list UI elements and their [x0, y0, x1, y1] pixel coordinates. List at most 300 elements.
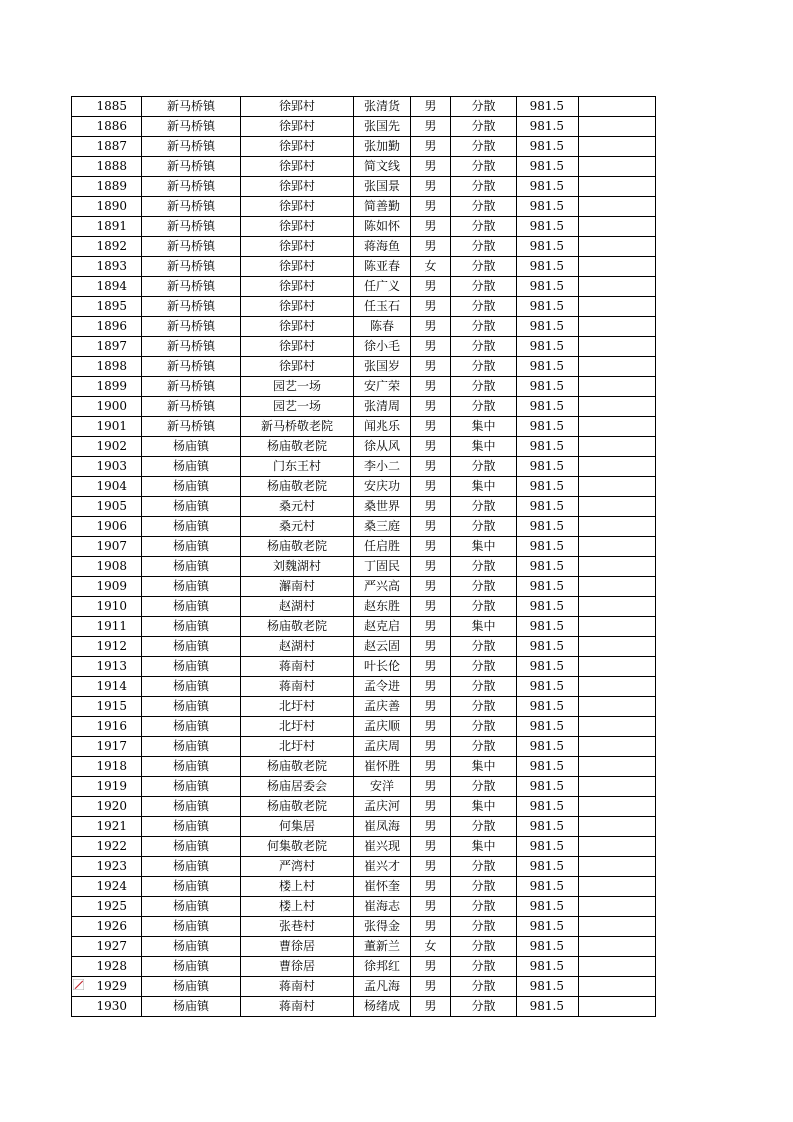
village-cell[interactable]: [241, 597, 354, 617]
village-cell[interactable]: [241, 497, 354, 517]
village-cell[interactable]: [241, 577, 354, 597]
town-cell[interactable]: [142, 717, 241, 737]
support-type-cell[interactable]: [451, 237, 517, 257]
comment-flag-icon[interactable]: [73, 979, 84, 990]
town-cell[interactable]: [142, 437, 241, 457]
village-cell[interactable]: [241, 337, 354, 357]
remarks-cell[interactable]: [579, 877, 656, 897]
row-number-cell[interactable]: [72, 297, 142, 317]
village-cell[interactable]: [241, 797, 354, 817]
row-number-cell[interactable]: [72, 557, 142, 577]
amount-cell[interactable]: [517, 477, 579, 497]
town-cell[interactable]: [142, 917, 241, 937]
person-name-cell[interactable]: [354, 537, 411, 557]
row-number-cell[interactable]: [72, 397, 142, 417]
support-type-cell[interactable]: [451, 97, 517, 117]
support-type-cell[interactable]: [451, 597, 517, 617]
amount-cell[interactable]: [517, 437, 579, 457]
village-cell[interactable]: [241, 257, 354, 277]
town-cell[interactable]: [142, 817, 241, 837]
row-number-cell[interactable]: [72, 897, 142, 917]
row-number-cell[interactable]: [72, 757, 142, 777]
village-cell[interactable]: [241, 737, 354, 757]
remarks-cell[interactable]: [579, 777, 656, 797]
row-number-cell[interactable]: [72, 857, 142, 877]
person-name-cell[interactable]: [354, 617, 411, 637]
support-type-cell[interactable]: [451, 717, 517, 737]
gender-cell[interactable]: [411, 177, 451, 197]
row-number-cell[interactable]: [72, 457, 142, 477]
gender-cell[interactable]: [411, 377, 451, 397]
town-cell[interactable]: [142, 97, 241, 117]
amount-cell[interactable]: [517, 237, 579, 257]
row-number-cell[interactable]: [72, 97, 142, 117]
person-name-cell[interactable]: [354, 277, 411, 297]
town-cell[interactable]: [142, 617, 241, 637]
row-number-cell[interactable]: [72, 277, 142, 297]
remarks-cell[interactable]: [579, 377, 656, 397]
amount-cell[interactable]: [517, 837, 579, 857]
town-cell[interactable]: [142, 397, 241, 417]
row-number-cell[interactable]: [72, 997, 142, 1017]
gender-cell[interactable]: [411, 697, 451, 717]
amount-cell[interactable]: [517, 657, 579, 677]
town-cell[interactable]: [142, 197, 241, 217]
gender-cell[interactable]: [411, 977, 451, 997]
remarks-cell[interactable]: [579, 277, 656, 297]
row-number-cell[interactable]: [72, 797, 142, 817]
gender-cell[interactable]: [411, 237, 451, 257]
amount-cell[interactable]: [517, 557, 579, 577]
town-cell[interactable]: [142, 317, 241, 337]
gender-cell[interactable]: [411, 877, 451, 897]
remarks-cell[interactable]: [579, 917, 656, 937]
support-type-cell[interactable]: [451, 777, 517, 797]
remarks-cell[interactable]: [579, 577, 656, 597]
person-name-cell[interactable]: [354, 877, 411, 897]
village-cell[interactable]: [241, 837, 354, 857]
remarks-cell[interactable]: [579, 357, 656, 377]
person-name-cell[interactable]: [354, 397, 411, 417]
remarks-cell[interactable]: [579, 97, 656, 117]
gender-cell[interactable]: [411, 397, 451, 417]
row-number-cell[interactable]: [72, 537, 142, 557]
row-number-cell[interactable]: [72, 697, 142, 717]
amount-cell[interactable]: [517, 877, 579, 897]
town-cell[interactable]: [142, 877, 241, 897]
person-name-cell[interactable]: [354, 717, 411, 737]
support-type-cell[interactable]: [451, 137, 517, 157]
person-name-cell[interactable]: [354, 857, 411, 877]
gender-cell[interactable]: [411, 997, 451, 1017]
support-type-cell[interactable]: [451, 737, 517, 757]
person-name-cell[interactable]: [354, 317, 411, 337]
person-name-cell[interactable]: [354, 777, 411, 797]
town-cell[interactable]: [142, 277, 241, 297]
support-type-cell[interactable]: [451, 957, 517, 977]
gender-cell[interactable]: [411, 597, 451, 617]
row-number-cell[interactable]: [72, 577, 142, 597]
amount-cell[interactable]: [517, 757, 579, 777]
remarks-cell[interactable]: [579, 237, 656, 257]
remarks-cell[interactable]: [579, 897, 656, 917]
gender-cell[interactable]: [411, 197, 451, 217]
village-cell[interactable]: [241, 397, 354, 417]
remarks-cell[interactable]: [579, 257, 656, 277]
row-number-cell[interactable]: [72, 637, 142, 657]
village-cell[interactable]: [241, 617, 354, 637]
row-number-cell[interactable]: [72, 717, 142, 737]
person-name-cell[interactable]: [354, 937, 411, 957]
amount-cell[interactable]: [517, 977, 579, 997]
gender-cell[interactable]: [411, 857, 451, 877]
support-type-cell[interactable]: [451, 817, 517, 837]
gender-cell[interactable]: [411, 137, 451, 157]
gender-cell[interactable]: [411, 637, 451, 657]
person-name-cell[interactable]: [354, 697, 411, 717]
person-name-cell[interactable]: [354, 597, 411, 617]
person-name-cell[interactable]: [354, 577, 411, 597]
remarks-cell[interactable]: [579, 637, 656, 657]
support-type-cell[interactable]: [451, 757, 517, 777]
village-cell[interactable]: [241, 777, 354, 797]
village-cell[interactable]: [241, 817, 354, 837]
village-cell[interactable]: [241, 977, 354, 997]
town-cell[interactable]: [142, 457, 241, 477]
row-number-cell[interactable]: [72, 677, 142, 697]
person-name-cell[interactable]: [354, 957, 411, 977]
row-number-cell[interactable]: [72, 317, 142, 337]
amount-cell[interactable]: [517, 157, 579, 177]
row-number-cell[interactable]: [72, 377, 142, 397]
town-cell[interactable]: [142, 837, 241, 857]
amount-cell[interactable]: [517, 957, 579, 977]
town-cell[interactable]: [142, 417, 241, 437]
gender-cell[interactable]: [411, 757, 451, 777]
row-number-cell[interactable]: [72, 957, 142, 977]
gender-cell[interactable]: [411, 297, 451, 317]
village-cell[interactable]: [241, 97, 354, 117]
amount-cell[interactable]: [517, 217, 579, 237]
town-cell[interactable]: [142, 557, 241, 577]
amount-cell[interactable]: [517, 777, 579, 797]
gender-cell[interactable]: [411, 577, 451, 597]
village-cell[interactable]: [241, 957, 354, 977]
person-name-cell[interactable]: [354, 637, 411, 657]
support-type-cell[interactable]: [451, 457, 517, 477]
support-type-cell[interactable]: [451, 537, 517, 557]
gender-cell[interactable]: [411, 677, 451, 697]
support-type-cell[interactable]: [451, 977, 517, 997]
town-cell[interactable]: [142, 937, 241, 957]
row-number-cell[interactable]: [72, 937, 142, 957]
village-cell[interactable]: [241, 557, 354, 577]
amount-cell[interactable]: [517, 517, 579, 537]
remarks-cell[interactable]: [579, 717, 656, 737]
amount-cell[interactable]: [517, 117, 579, 137]
support-type-cell[interactable]: [451, 697, 517, 717]
village-cell[interactable]: [241, 457, 354, 477]
village-cell[interactable]: [241, 857, 354, 877]
gender-cell[interactable]: [411, 737, 451, 757]
row-number-cell[interactable]: [72, 657, 142, 677]
amount-cell[interactable]: [517, 917, 579, 937]
town-cell[interactable]: [142, 597, 241, 617]
gender-cell[interactable]: [411, 937, 451, 957]
amount-cell[interactable]: [517, 197, 579, 217]
person-name-cell[interactable]: [354, 337, 411, 357]
town-cell[interactable]: [142, 217, 241, 237]
village-cell[interactable]: [241, 677, 354, 697]
amount-cell[interactable]: [517, 697, 579, 717]
support-type-cell[interactable]: [451, 497, 517, 517]
gender-cell[interactable]: [411, 817, 451, 837]
remarks-cell[interactable]: [579, 937, 656, 957]
amount-cell[interactable]: [517, 97, 579, 117]
support-type-cell[interactable]: [451, 877, 517, 897]
gender-cell[interactable]: [411, 337, 451, 357]
remarks-cell[interactable]: [579, 217, 656, 237]
support-type-cell[interactable]: [451, 197, 517, 217]
town-cell[interactable]: [142, 897, 241, 917]
town-cell[interactable]: [142, 357, 241, 377]
remarks-cell[interactable]: [579, 477, 656, 497]
person-name-cell[interactable]: [354, 837, 411, 857]
amount-cell[interactable]: [517, 257, 579, 277]
town-cell[interactable]: [142, 637, 241, 657]
amount-cell[interactable]: [517, 737, 579, 757]
row-number-cell[interactable]: [72, 417, 142, 437]
town-cell[interactable]: [142, 477, 241, 497]
remarks-cell[interactable]: [579, 757, 656, 777]
gender-cell[interactable]: [411, 457, 451, 477]
gender-cell[interactable]: [411, 897, 451, 917]
remarks-cell[interactable]: [579, 817, 656, 837]
amount-cell[interactable]: [517, 857, 579, 877]
gender-cell[interactable]: [411, 837, 451, 857]
amount-cell[interactable]: [517, 377, 579, 397]
support-type-cell[interactable]: [451, 857, 517, 877]
village-cell[interactable]: [241, 177, 354, 197]
row-number-cell[interactable]: [72, 257, 142, 277]
remarks-cell[interactable]: [579, 337, 656, 357]
row-number-cell[interactable]: [72, 177, 142, 197]
town-cell[interactable]: [142, 177, 241, 197]
amount-cell[interactable]: [517, 177, 579, 197]
remarks-cell[interactable]: [579, 997, 656, 1017]
town-cell[interactable]: [142, 757, 241, 777]
gender-cell[interactable]: [411, 617, 451, 637]
remarks-cell[interactable]: [579, 557, 656, 577]
person-name-cell[interactable]: [354, 357, 411, 377]
gender-cell[interactable]: [411, 657, 451, 677]
row-number-cell[interactable]: [72, 877, 142, 897]
amount-cell[interactable]: [517, 997, 579, 1017]
village-cell[interactable]: [241, 217, 354, 237]
row-number-cell[interactable]: [72, 497, 142, 517]
remarks-cell[interactable]: [579, 157, 656, 177]
gender-cell[interactable]: [411, 777, 451, 797]
row-number-cell[interactable]: [72, 137, 142, 157]
gender-cell[interactable]: [411, 157, 451, 177]
remarks-cell[interactable]: [579, 517, 656, 537]
support-type-cell[interactable]: [451, 837, 517, 857]
gender-cell[interactable]: [411, 797, 451, 817]
village-cell[interactable]: [241, 237, 354, 257]
row-number-cell[interactable]: [72, 337, 142, 357]
row-number-cell[interactable]: [72, 237, 142, 257]
person-name-cell[interactable]: [354, 517, 411, 537]
support-type-cell[interactable]: [451, 937, 517, 957]
person-name-cell[interactable]: [354, 477, 411, 497]
gender-cell[interactable]: [411, 97, 451, 117]
gender-cell[interactable]: [411, 917, 451, 937]
row-number-cell[interactable]: [72, 437, 142, 457]
support-type-cell[interactable]: [451, 157, 517, 177]
town-cell[interactable]: [142, 697, 241, 717]
support-type-cell[interactable]: [451, 477, 517, 497]
support-type-cell[interactable]: [451, 317, 517, 337]
village-cell[interactable]: [241, 317, 354, 337]
gender-cell[interactable]: [411, 717, 451, 737]
village-cell[interactable]: [241, 697, 354, 717]
remarks-cell[interactable]: [579, 977, 656, 997]
village-cell[interactable]: [241, 197, 354, 217]
row-number-cell[interactable]: [72, 217, 142, 237]
amount-cell[interactable]: [517, 397, 579, 417]
person-name-cell[interactable]: [354, 417, 411, 437]
person-name-cell[interactable]: [354, 897, 411, 917]
village-cell[interactable]: [241, 937, 354, 957]
remarks-cell[interactable]: [579, 457, 656, 477]
gender-cell[interactable]: [411, 557, 451, 577]
row-number-cell[interactable]: [72, 837, 142, 857]
row-number-cell[interactable]: [72, 157, 142, 177]
village-cell[interactable]: [241, 357, 354, 377]
amount-cell[interactable]: [517, 897, 579, 917]
support-type-cell[interactable]: [451, 577, 517, 597]
row-number-cell[interactable]: [72, 777, 142, 797]
gender-cell[interactable]: [411, 497, 451, 517]
remarks-cell[interactable]: [579, 317, 656, 337]
village-cell[interactable]: [241, 637, 354, 657]
remarks-cell[interactable]: [579, 437, 656, 457]
gender-cell[interactable]: [411, 357, 451, 377]
town-cell[interactable]: [142, 977, 241, 997]
village-cell[interactable]: [241, 157, 354, 177]
person-name-cell[interactable]: [354, 297, 411, 317]
support-type-cell[interactable]: [451, 997, 517, 1017]
row-number-cell[interactable]: [72, 817, 142, 837]
row-number-cell[interactable]: [72, 477, 142, 497]
town-cell[interactable]: [142, 997, 241, 1017]
support-type-cell[interactable]: [451, 397, 517, 417]
row-number-cell[interactable]: [72, 917, 142, 937]
remarks-cell[interactable]: [579, 797, 656, 817]
support-type-cell[interactable]: [451, 297, 517, 317]
person-name-cell[interactable]: [354, 157, 411, 177]
person-name-cell[interactable]: [354, 257, 411, 277]
amount-cell[interactable]: [517, 577, 579, 597]
town-cell[interactable]: [142, 297, 241, 317]
village-cell[interactable]: [241, 757, 354, 777]
remarks-cell[interactable]: [579, 537, 656, 557]
person-name-cell[interactable]: [354, 657, 411, 677]
person-name-cell[interactable]: [354, 737, 411, 757]
person-name-cell[interactable]: [354, 117, 411, 137]
town-cell[interactable]: [142, 657, 241, 677]
village-cell[interactable]: [241, 477, 354, 497]
person-name-cell[interactable]: [354, 97, 411, 117]
town-cell[interactable]: [142, 237, 241, 257]
remarks-cell[interactable]: [579, 617, 656, 637]
amount-cell[interactable]: [517, 497, 579, 517]
village-cell[interactable]: [241, 917, 354, 937]
support-type-cell[interactable]: [451, 637, 517, 657]
village-cell[interactable]: [241, 437, 354, 457]
gender-cell[interactable]: [411, 257, 451, 277]
person-name-cell[interactable]: [354, 557, 411, 577]
village-cell[interactable]: [241, 997, 354, 1017]
village-cell[interactable]: [241, 657, 354, 677]
person-name-cell[interactable]: [354, 677, 411, 697]
support-type-cell[interactable]: [451, 677, 517, 697]
remarks-cell[interactable]: [579, 737, 656, 757]
town-cell[interactable]: [142, 337, 241, 357]
gender-cell[interactable]: [411, 477, 451, 497]
town-cell[interactable]: [142, 117, 241, 137]
remarks-cell[interactable]: [579, 697, 656, 717]
town-cell[interactable]: [142, 157, 241, 177]
support-type-cell[interactable]: [451, 357, 517, 377]
amount-cell[interactable]: [517, 797, 579, 817]
person-name-cell[interactable]: [354, 797, 411, 817]
village-cell[interactable]: [241, 297, 354, 317]
gender-cell[interactable]: [411, 277, 451, 297]
remarks-cell[interactable]: [579, 197, 656, 217]
remarks-cell[interactable]: [579, 297, 656, 317]
remarks-cell[interactable]: [579, 857, 656, 877]
village-cell[interactable]: [241, 377, 354, 397]
row-number-cell[interactable]: [72, 357, 142, 377]
amount-cell[interactable]: [517, 337, 579, 357]
gender-cell[interactable]: [411, 317, 451, 337]
remarks-cell[interactable]: [579, 657, 656, 677]
support-type-cell[interactable]: [451, 217, 517, 237]
gender-cell[interactable]: [411, 417, 451, 437]
support-type-cell[interactable]: [451, 657, 517, 677]
remarks-cell[interactable]: [579, 137, 656, 157]
remarks-cell[interactable]: [579, 397, 656, 417]
amount-cell[interactable]: [517, 417, 579, 437]
remarks-cell[interactable]: [579, 117, 656, 137]
person-name-cell[interactable]: [354, 457, 411, 477]
village-cell[interactable]: [241, 877, 354, 897]
remarks-cell[interactable]: [579, 957, 656, 977]
row-number-cell[interactable]: [72, 517, 142, 537]
village-cell[interactable]: [241, 537, 354, 557]
amount-cell[interactable]: [517, 137, 579, 157]
town-cell[interactable]: [142, 497, 241, 517]
remarks-cell[interactable]: [579, 497, 656, 517]
support-type-cell[interactable]: [451, 917, 517, 937]
support-type-cell[interactable]: [451, 257, 517, 277]
support-type-cell[interactable]: [451, 437, 517, 457]
support-type-cell[interactable]: [451, 417, 517, 437]
amount-cell[interactable]: [517, 597, 579, 617]
person-name-cell[interactable]: [354, 237, 411, 257]
gender-cell[interactable]: [411, 517, 451, 537]
